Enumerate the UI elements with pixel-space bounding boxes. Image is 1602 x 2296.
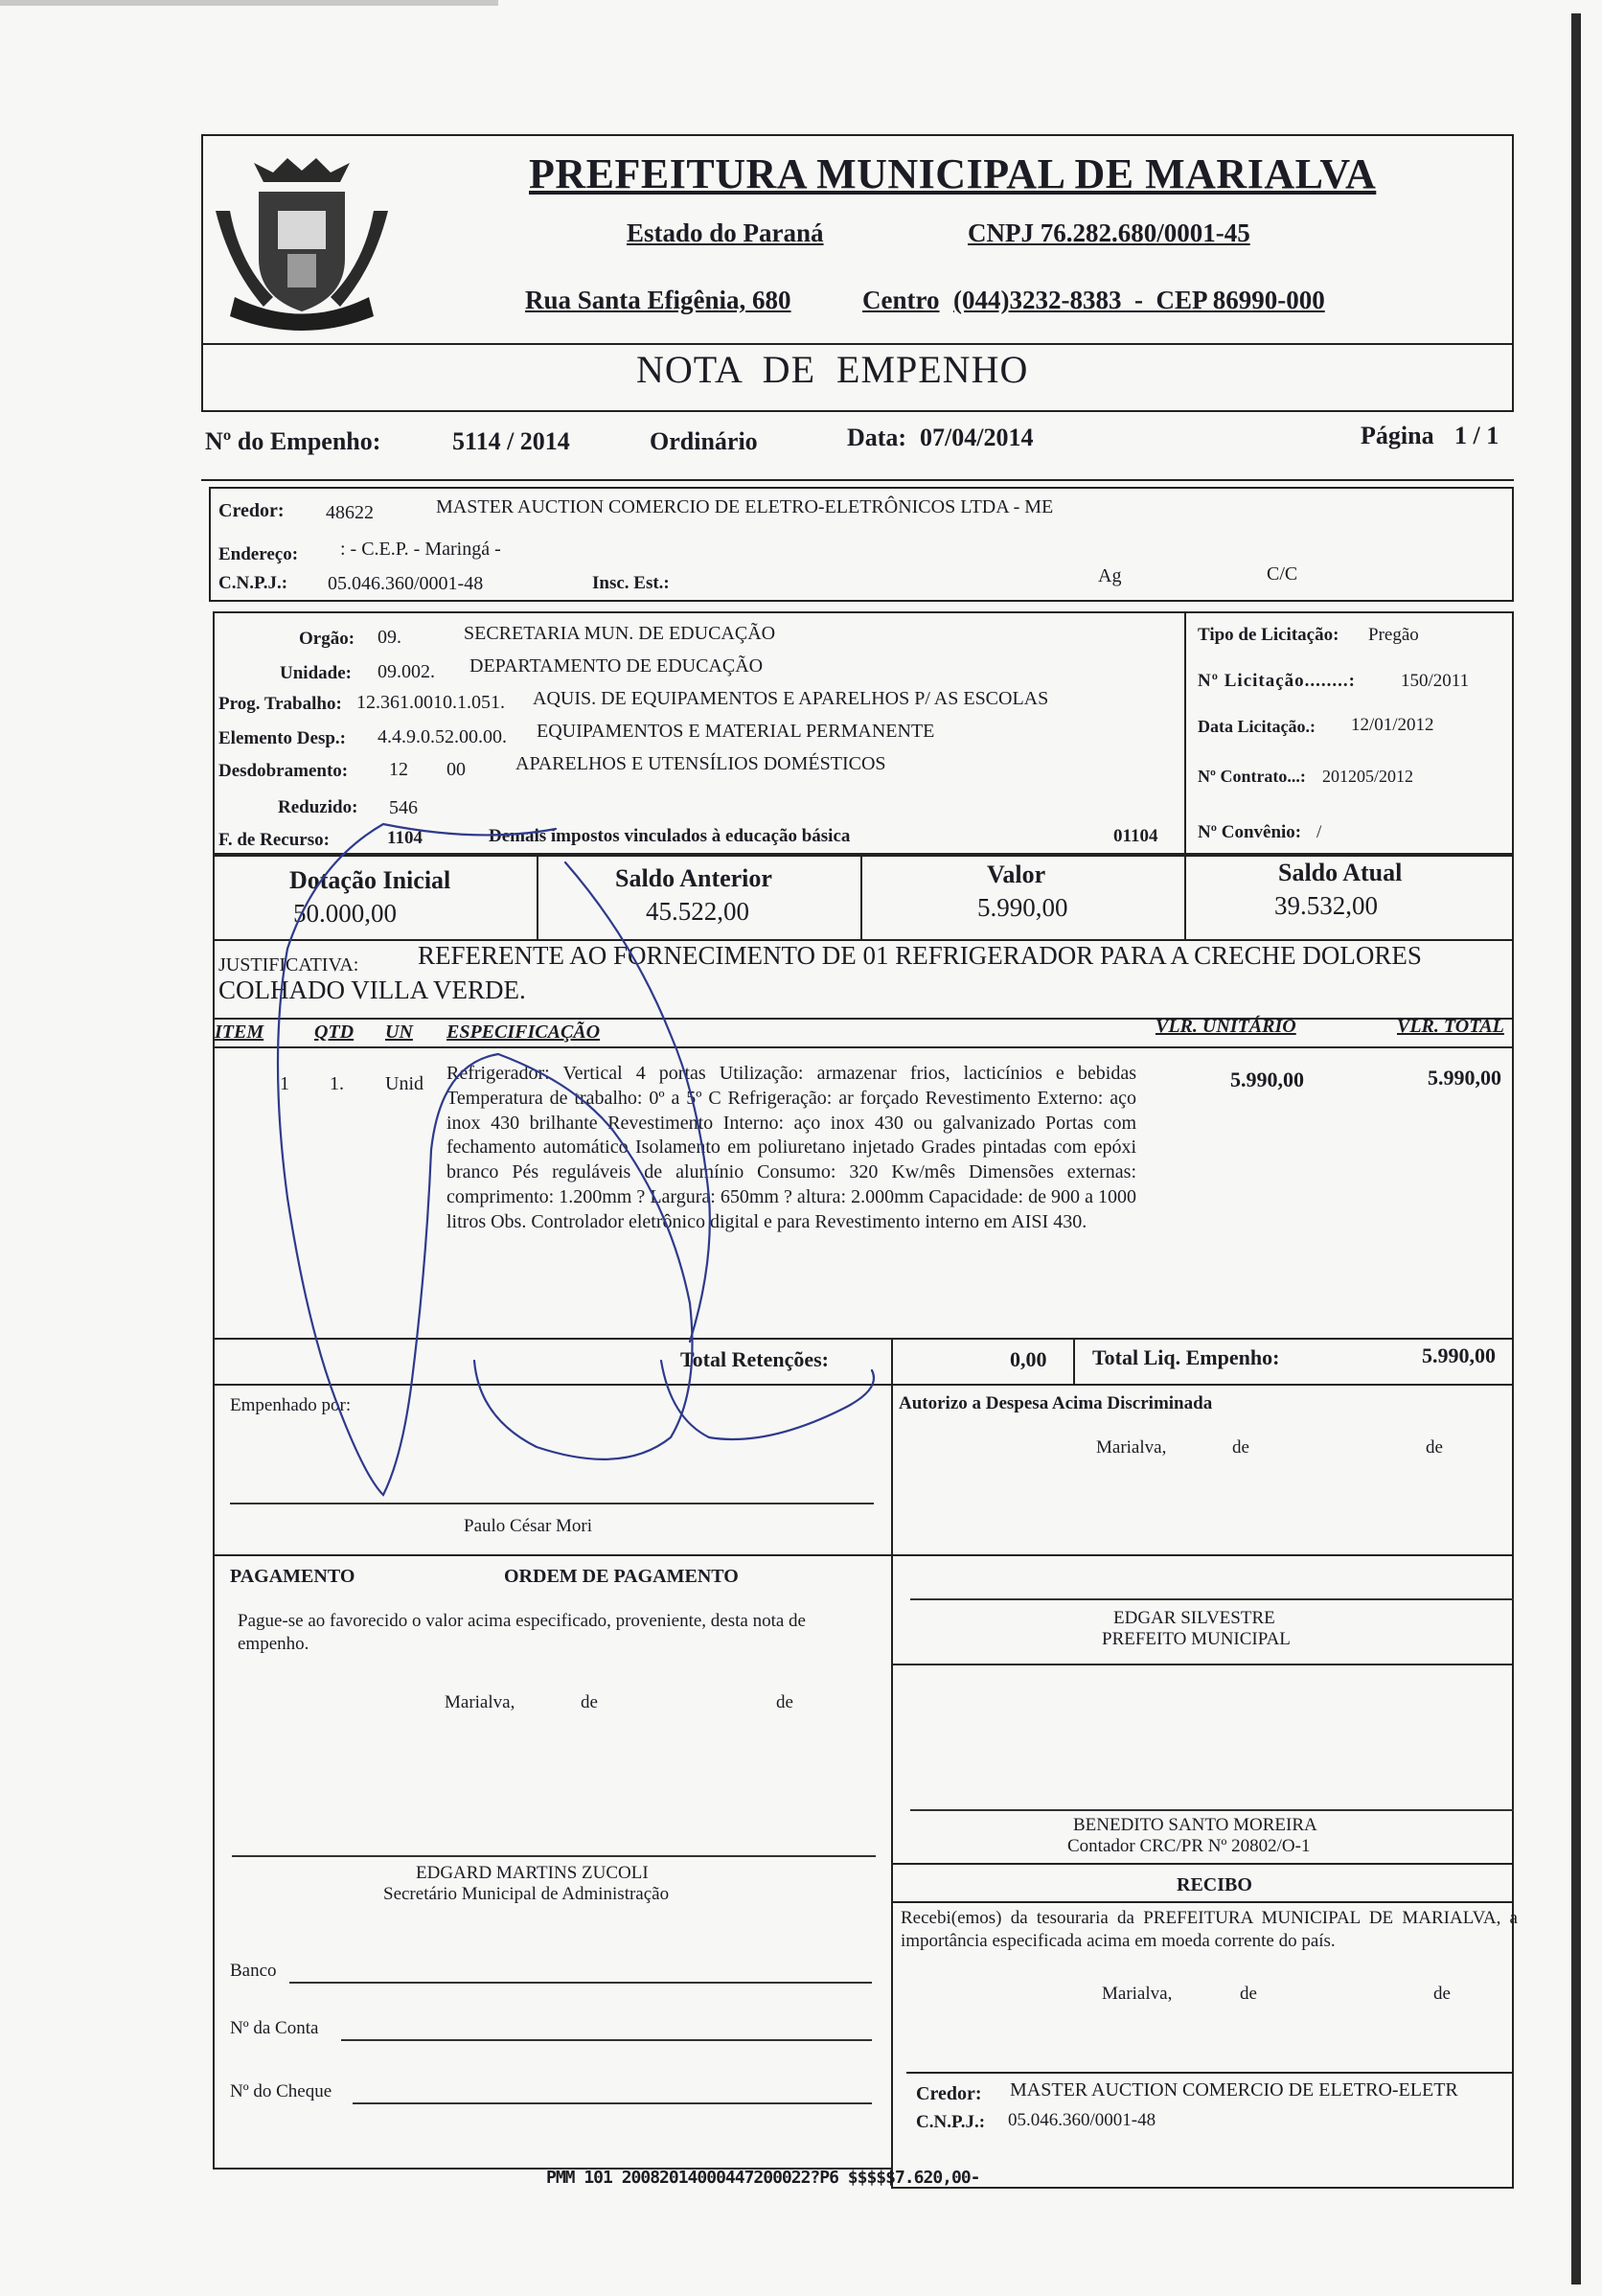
desdobramento-code: 12 <box>389 759 408 780</box>
empenhado-signature-line <box>230 1503 874 1504</box>
empenhado-name: Paulo César Mori <box>464 1516 593 1536</box>
unidade-name: DEPARTAMENTO DE EDUCAÇÃO <box>469 655 764 677</box>
totals-split-2 <box>1073 1338 1075 1384</box>
micr-line: PMM 101 20082014000447200022?P6 $$$$$7.620,00- <box>546 2168 980 2188</box>
ordem-pagamento-label: ORDEM DE PAGAMENTO <box>504 1566 739 1587</box>
cc-label: C/C <box>1267 563 1298 585</box>
credor-code: 48622 <box>326 502 374 523</box>
col-vlr-unit-header: VLR. UNITÁRIO <box>1156 1016 1296 1037</box>
autorizo-city: Marialva, <box>1096 1437 1167 1458</box>
empenho-divider <box>201 479 1514 481</box>
cheque-field-line[interactable] <box>353 2102 872 2104</box>
state-label: Estado do Paraná <box>627 218 824 247</box>
footer-credor-name: MASTER AUCTION COMERCIO DE ELETRO-ELETR <box>1010 2079 1458 2101</box>
orgao-label: Orgão: <box>299 629 355 649</box>
insc-est-label: Insc. Est.: <box>592 573 670 593</box>
pagamento-top-line <box>213 1554 1514 1556</box>
prefeito-name: EDGAR SILVESTRE <box>1113 1608 1275 1628</box>
address-field-label: Endereço: <box>218 544 299 564</box>
desdobramento-sub: 00 <box>446 759 466 780</box>
banco-field-line[interactable] <box>289 1982 872 1984</box>
recurso-ref: 01104 <box>1113 826 1158 846</box>
main-right-border <box>1512 941 1514 2187</box>
totals-split-1 <box>891 1338 893 1384</box>
item-qtd: 1. <box>330 1073 344 1094</box>
justificativa-divider <box>213 1018 1514 1020</box>
scan-edge <box>1571 13 1581 2285</box>
orgao-name: SECRETARIA MUN. DE EDUCAÇÃO <box>464 623 776 644</box>
cheque-label: Nº do Cheque <box>230 2081 332 2101</box>
item-specification: Refrigerador: Vertical 4 portas Utilização: armazenar frios, lacticínios e bebidas Temperatura de trabalho: 0º a 5º C Refrigeração: ar forçado Revestimento Externo: aço inox 430 brilhante Revestimento Interno: aço inox 430 ou galvanizado Portas com fechamento automático Isolamento em poliuretano injetado Grades pintadas com epóxi branco Pés reguláveis de alumínio Consumo: 320 Kw/mês Dimensões externas: comprimento: 1.200mm ? Largura: 650mm ? altura: 2.000mm Capacidade: de 900 a 1000 litros Obs. Controlador eletrônico digital e para Revestimento interno em AISI 430. <box>446 1063 1136 1232</box>
item-vlr-total: 5.990,00 <box>1428 1066 1501 1090</box>
elemento-name: EQUIPAMENTOS E MATERIAL PERMANENTE <box>537 721 935 742</box>
secretario-title: Secretário Municipal de Administração <box>383 1884 670 1904</box>
prefeito-title: PREFEITO MUNICIPAL <box>1102 1629 1291 1649</box>
col-qtd-header: QTD <box>314 1022 355 1043</box>
justificativa-label: JUSTIFICATIVA: <box>218 954 359 976</box>
items-header-divider <box>213 1046 1514 1048</box>
saldo-anterior-value: 45.522,00 <box>646 897 749 926</box>
secretario-signature-line <box>232 1855 876 1857</box>
convenio-value: / <box>1316 822 1322 842</box>
desdobramento-label: Desdobramento: <box>218 761 349 781</box>
pagamento-de-1: de <box>581 1692 598 1712</box>
pagamento-de-2: de <box>776 1692 793 1712</box>
footer-cnpj: 05.046.360/0001-48 <box>1008 2110 1156 2130</box>
page-title: PREFEITURA MUNICIPAL DE MARIALVA <box>529 150 1377 197</box>
unidade-code: 09.002. <box>378 661 435 682</box>
header-divider <box>201 343 1514 345</box>
tipo-licitacao: Pregão <box>1368 625 1419 645</box>
autorizo-label: Autorizo a Despesa Acima Discriminada <box>899 1393 1213 1413</box>
address-label: Rua Santa Efigênia, 680 <box>525 286 791 314</box>
dotacao-label: Dotação Inicial <box>289 866 451 894</box>
col-item-header: ITEM <box>215 1022 264 1043</box>
retencoes-label: Total Retenções: <box>680 1347 829 1371</box>
values-split-1 <box>537 855 538 941</box>
budget-split <box>1184 611 1186 855</box>
justificativa-text-2: COLHADO VILLA VERDE. <box>218 976 526 1004</box>
contador-signature-line <box>910 1809 1514 1811</box>
empenho-type: Ordinário <box>650 427 758 455</box>
recibo-text: Recebi(emos) da tesouraria da PREFEITURA MUNICIPAL DE MARIALVA, a importância especificada acima em moeda corrente do país. <box>901 1908 1518 1951</box>
licitacao-date: 12/01/2012 <box>1351 715 1434 735</box>
values-split-2 <box>860 855 862 941</box>
prefeito-signature-line <box>910 1598 1514 1600</box>
desdobramento-name: APARELHOS E UTENSÍLIOS DOMÉSTICOS <box>515 753 886 774</box>
liquido-value: 5.990,00 <box>1422 1343 1496 1367</box>
col-un-header: UN <box>385 1022 413 1043</box>
item-vlr-unit: 5.990,00 <box>1230 1068 1304 1091</box>
empenho-date-label: Data: <box>847 424 907 451</box>
recurso-label: F. de Recurso: <box>218 830 330 850</box>
banco-label: Banco <box>230 1961 277 1981</box>
autorizo-de-2: de <box>1426 1437 1443 1458</box>
district-label: Centro <box>862 286 940 314</box>
cnpj-field-label: C.N.P.J.: <box>218 573 288 593</box>
item-number: 1 <box>280 1073 289 1094</box>
item-un: Unid <box>385 1073 423 1094</box>
footer-cnpj-label: C.N.P.J.: <box>916 2112 986 2132</box>
justificativa-text-1: REFERENTE AO FORNECIMENTO DE 01 REFRIGERADOR PARA A CRECHE DOLORES <box>418 941 1422 970</box>
elemento-label: Elemento Desp.: <box>218 728 346 748</box>
totals-top-line <box>213 1338 1514 1340</box>
credor-address: : - C.E.P. - Maringá - <box>340 539 501 560</box>
recibo-de-1: de <box>1240 1984 1257 2004</box>
valor-value: 5.990,00 <box>977 893 1068 922</box>
licitacao-number: 150/2011 <box>1401 671 1470 691</box>
prog-name: AQUIS. DE EQUIPAMENTOS E APARELHOS P/ AS ESCOLAS <box>533 688 1049 709</box>
page-number: 1 / 1 <box>1454 422 1499 449</box>
empenho-date: 07/04/2014 <box>920 424 1034 451</box>
recibo-label: RECIBO <box>1177 1874 1252 1895</box>
contador-name: BENEDITO SANTO MOREIRA <box>1073 1815 1317 1835</box>
phone-cep-label: (044)3232-8383 - CEP 86990-000 <box>953 286 1325 314</box>
tipo-licitacao-label: Tipo de Licitação: <box>1198 625 1339 645</box>
pagamento-city: Marialva, <box>445 1692 515 1712</box>
empenhado-label: Empenhado por: <box>230 1395 352 1415</box>
reduzido-label: Reduzido: <box>278 797 358 817</box>
scan-top-edge <box>0 0 498 6</box>
prefeito-bottom-line <box>891 1664 1514 1665</box>
autorizo-de-1: de <box>1232 1437 1249 1458</box>
col-vlr-total-header: VLR. TOTAL <box>1397 1016 1504 1037</box>
credor-label: Credor: <box>218 500 285 521</box>
unidade-label: Unidade: <box>280 663 352 683</box>
credor-name: MASTER AUCTION COMERCIO DE ELETRO-ELETRÔNICOS LTDA - ME <box>436 496 1054 517</box>
prog-code: 12.361.0010.1.051. <box>356 692 505 713</box>
form-bottom-line-right <box>891 2187 1514 2189</box>
recibo-de-2: de <box>1433 1984 1451 2004</box>
footer-credor-label: Credor: <box>916 2083 982 2104</box>
totals-bottom-line <box>213 1384 1514 1386</box>
col-espec-header: ESPECIFICAÇÃO <box>446 1022 601 1043</box>
empenho-number: 5114 / 2014 <box>452 427 570 455</box>
pagamento-text: Pague-se ao favorecido o valor acima especificado, proveniente, desta nota de empenho. <box>238 1611 806 1654</box>
credor-cnpj: 05.046.360/0001-48 <box>328 573 484 594</box>
page-label: Página <box>1361 422 1434 449</box>
dotacao-value: 50.000,00 <box>293 899 397 928</box>
recurso-name: Demais impostos vinculados à educação básica <box>489 826 851 846</box>
valor-label: Valor <box>987 861 1046 888</box>
convenio-label: Nº Convênio: <box>1198 822 1302 842</box>
saldo-anterior-label: Saldo Anterior <box>615 864 772 892</box>
contrato-label: Nº Contrato...: <box>1198 767 1306 786</box>
retencoes-value: 0,00 <box>1010 1347 1047 1371</box>
values-split-3 <box>1184 855 1186 941</box>
reduzido-value: 546 <box>389 797 418 818</box>
recibo-bottom-line <box>906 2072 1514 2074</box>
lower-center-split <box>891 1384 893 2189</box>
saldo-atual-value: 39.532,00 <box>1274 891 1378 920</box>
contrato-number: 201205/2012 <box>1322 767 1414 786</box>
liquido-label: Total Liq. Empenho: <box>1092 1345 1280 1369</box>
licitacao-date-label: Data Licitação.: <box>1198 717 1316 736</box>
coat-of-arms-logo <box>206 153 398 340</box>
cnpj-header: CNPJ 76.282.680/0001-45 <box>968 218 1250 247</box>
prog-label: Prog. Trabalho: <box>218 694 342 714</box>
conta-label: Nº da Conta <box>230 2018 319 2038</box>
recibo-top-line <box>891 1863 1514 1865</box>
contador-title: Contador CRC/PR Nº 20802/O-1 <box>1067 1836 1311 1856</box>
conta-field-line[interactable] <box>341 2039 872 2041</box>
licitacao-number-label: Nº Licitação........: <box>1198 671 1356 691</box>
ag-label: Ag <box>1098 565 1122 586</box>
secretario-name: EDGARD MARTINS ZUCOLI <box>416 1863 649 1883</box>
recurso-code: 1104 <box>387 828 423 848</box>
elemento-code: 4.4.9.0.52.00.00. <box>378 726 507 747</box>
orgao-code: 09. <box>378 627 401 648</box>
document-title: NOTA DE EMPENHO <box>636 348 1029 391</box>
recibo-city: Marialva, <box>1102 1984 1173 2004</box>
pagamento-label: PAGAMENTO <box>230 1566 355 1587</box>
empenho-number-label: Nº do Empenho: <box>205 427 381 455</box>
saldo-atual-label: Saldo Atual <box>1278 859 1403 886</box>
recibo-header-line <box>891 1901 1514 1903</box>
